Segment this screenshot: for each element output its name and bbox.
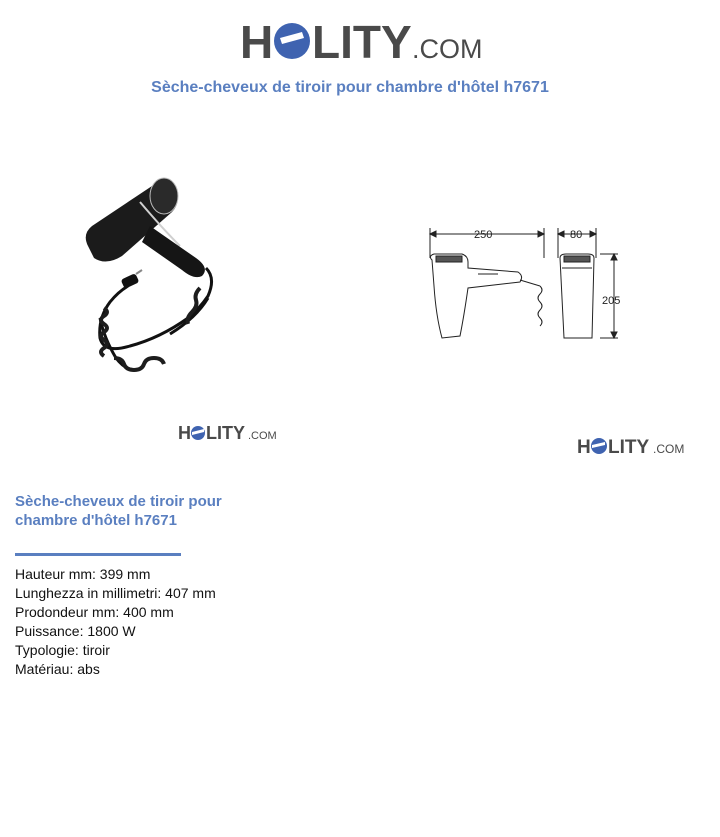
svg-text:LITY: LITY [608, 437, 650, 458]
height-dimension-label: 205 [602, 295, 621, 307]
page-title: Sèche-cheveux de tiroir pour chambre d'hôtel h7671 [151, 79, 549, 96]
spec-length: Lunghezza in millimetri: 407 mm [15, 585, 216, 601]
watermark-logo-left [178, 421, 282, 443]
spec-depth: Prodondeur mm: 400 mm [15, 604, 174, 620]
svg-text:H: H [178, 423, 191, 443]
logo-o-icon [274, 23, 310, 59]
depth-dimension-label: 80 [570, 229, 583, 241]
spec-height: Hauteur mm: 399 mm [15, 566, 151, 582]
product-photo[interactable] [70, 168, 250, 388]
holity-watermark-icon [577, 434, 689, 458]
logo-domain: .COM [412, 34, 483, 64]
technical-drawing[interactable] [420, 216, 640, 346]
holity-logo-icon [240, 14, 485, 66]
spec-power: Puissance: 1800 W [15, 623, 136, 639]
width-dimension-label: 250 [474, 229, 493, 241]
svg-text:.COM: .COM [248, 430, 277, 442]
spec-material: Matériau: abs [15, 661, 100, 677]
product-title: Sèche-cheveux de tiroir pour chambre d'hôtel h7671 [15, 493, 222, 529]
site-logo[interactable] [240, 14, 485, 66]
holity-watermark-icon [178, 421, 282, 443]
hair-dryer-icon [70, 168, 250, 388]
svg-text:.COM: .COM [653, 442, 685, 456]
svg-text:H: H [577, 437, 591, 458]
spec-list [15, 565, 216, 679]
logo-letter-h: H [240, 16, 274, 66]
logo-letters-lity: LITY [312, 16, 412, 66]
svg-text:LITY: LITY [206, 423, 245, 443]
spec-type: Typologie: tiroir [15, 642, 110, 658]
dimension-drawing-icon [420, 216, 640, 346]
watermark-logo-right [577, 434, 689, 458]
title-underline [15, 553, 181, 556]
